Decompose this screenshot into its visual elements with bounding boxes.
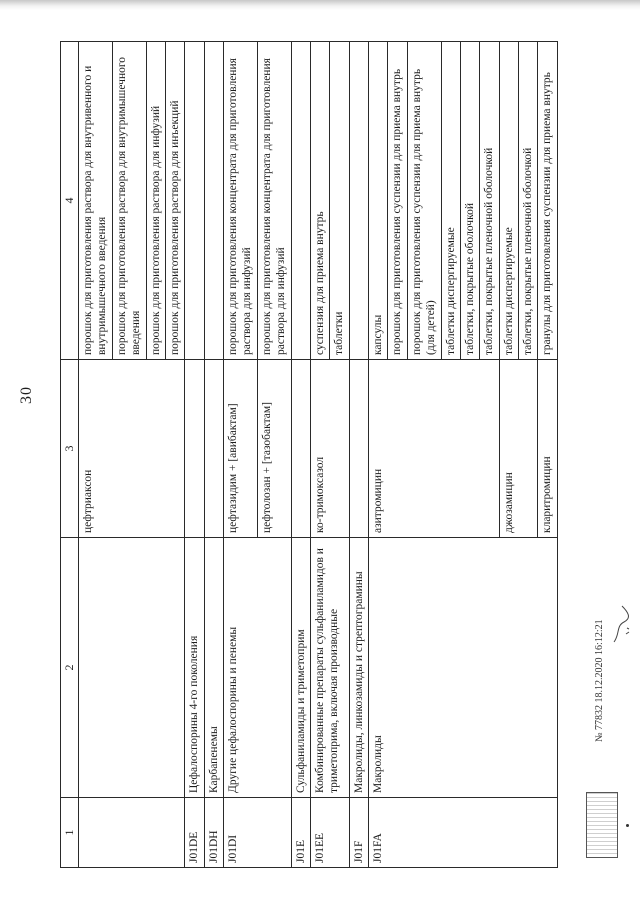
form-cell: порошок для приготовления концентрата для приготовления раствора для инфузий [224, 42, 258, 360]
substance-cell [185, 360, 204, 538]
code-cell: J01FA [369, 798, 558, 868]
table-row [224, 42, 258, 868]
registration-footer: № 77832 18.12.2020 16:12:21 [594, 619, 605, 742]
code-cell: J01EE [310, 798, 349, 868]
drug-table [60, 41, 558, 868]
substance-cell: ко-тримоксазол [310, 360, 349, 538]
form-cell: порошок для приготовления раствора для инъекций [165, 42, 184, 360]
group-cell: Макролиды, линкозамиды и стрептограмины [349, 538, 368, 798]
group-cell: Другие цефалоспорины и пенемы [224, 538, 292, 798]
code-cell: J01DE [185, 798, 204, 868]
group-cell [79, 538, 185, 798]
form-cell: таблетки, покрытые оболочкой [460, 42, 479, 360]
form-cell: порошок для приготовления концентрата для приготовления раствора для инфузий [257, 42, 291, 360]
header-col-3: 3 [61, 360, 79, 538]
header-col-1: 1 [61, 798, 79, 868]
form-cell: таблетки диспергируемые [441, 42, 460, 360]
group-cell: Макролиды [369, 538, 558, 798]
substance-cell: цефтазидим + [авибактам] [224, 360, 258, 538]
table-row [349, 42, 368, 868]
form-cell: гранулы для приготовления суспензии для приема внутрь [538, 42, 557, 360]
group-cell: Карбапенемы [204, 538, 223, 798]
code-cell: J01DH [204, 798, 223, 868]
code-cell: J01DI [224, 798, 292, 868]
group-cell: Комбинированные препараты сульфаниламидов и триметоприма, включая производные [310, 538, 349, 798]
table-row [204, 42, 223, 868]
form-cell [291, 42, 310, 360]
substance-cell: азитромицин [369, 360, 500, 538]
table-row [291, 42, 310, 868]
table-row [185, 42, 204, 868]
form-cell: таблетки, покрытые пленочной оболочкой [480, 42, 499, 360]
form-cell: таблетки диспергируемые [499, 42, 518, 360]
substance-cell: цефтриаксон [79, 360, 185, 538]
form-cell: порошок для приготовления раствора для внутривенного и внутримышечного введения [79, 42, 113, 360]
form-cell: порошок для приготовления суспензии для приема внутрь [388, 42, 407, 360]
form-cell: порошок для приготовления суспензии для приема внутрь (для детей) [407, 42, 441, 360]
scan-edge-shadow [0, 0, 640, 10]
table-row [79, 42, 113, 868]
table-row [310, 42, 329, 868]
substance-cell [349, 360, 368, 538]
form-cell [185, 42, 204, 360]
group-cell: Цефалоспорины 4-го поколения [185, 538, 204, 798]
code-cell: J01E [291, 798, 310, 868]
substance-cell: кларитромицин [538, 360, 557, 538]
form-cell: порошок для приготовления раствора для инфузий [146, 42, 165, 360]
form-cell: таблетки, покрытые пленочной оболочкой [519, 42, 538, 360]
form-cell: таблетки [330, 42, 349, 360]
rotated-table-frame [60, 42, 590, 868]
table-row [369, 42, 388, 868]
form-cell: порошок для приготовления раствора для внутримышечного введения [112, 42, 146, 360]
form-cell [204, 42, 223, 360]
signature-mark [610, 604, 632, 644]
form-cell: суспензия для приема внутрь [310, 42, 329, 360]
substance-cell [204, 360, 223, 538]
substance-cell: джозамицин [499, 360, 538, 538]
substance-cell: цефтолозан + [тазобактам] [257, 360, 291, 538]
header-col-2: 2 [61, 538, 79, 798]
group-cell: Сульфаниламиды и триметоприм [291, 538, 310, 798]
substance-cell [291, 360, 310, 538]
code-cell: J01F [349, 798, 368, 868]
scan-speck [626, 824, 629, 827]
page-number: 30 [18, 386, 35, 404]
form-cell [349, 42, 368, 360]
form-cell: капсулы [369, 42, 388, 360]
header-row [61, 42, 79, 868]
registration-stamp [586, 792, 618, 858]
code-cell [79, 798, 185, 868]
header-col-4: 4 [61, 42, 79, 360]
